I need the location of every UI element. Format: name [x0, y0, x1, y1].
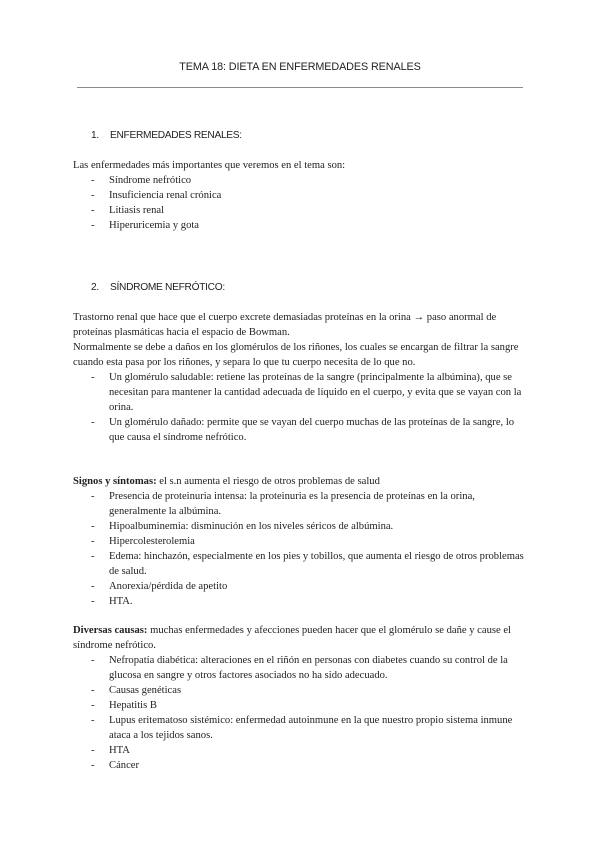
- section-1-title: ENFERMEDADES RENALES:: [110, 130, 242, 141]
- list-item: - Cáncer: [73, 758, 528, 773]
- section-1-list: [73, 173, 528, 233]
- causes-label: Diversas causas:: [73, 625, 148, 636]
- section-1-intro: Las enfermedades más importantes que veremos en el tema son:: [73, 160, 346, 171]
- causes-text: muchas enfermedades y afecciones pueden hacer que el glomérulo se dañe y cause el síndrome nefrótico.: [73, 625, 512, 651]
- list-item: - Hiperuricemia y gota: [73, 218, 528, 233]
- section-1-body: [73, 158, 528, 233]
- section-2-paragraph-2: Normalmente se debe a daños en los glomérulos de los riñones, los cuales se encargan de filtrar la sangre cuando esta pasa por los riñones, y separa lo que tu cuerpo necesita de lo que no.: [73, 342, 519, 368]
- title-divider: [77, 87, 523, 88]
- causes-block: [73, 623, 528, 773]
- section-2-paragraph-1: Trastorno renal que hace que el cuerpo excrete demasiadas proteínas en la orina → paso anormal de proteínas plasmáticas hacia el espacio de Bowman.: [73, 312, 497, 338]
- list-item: - Lupus eritematoso sistémico: enfermedad autoinmune en la que nuestro propio sistema inmune ataca a los tejidos sanos.: [73, 713, 528, 743]
- section-1-heading: [91, 128, 242, 143]
- document-title: TEMA 18: DIETA EN ENFERMEDADES RENALES: [179, 61, 421, 73]
- signs-text: el s.n aumenta el riesgo de otros problemas de salud: [156, 476, 380, 487]
- list-item: - Un glomérulo dañado: permite que se vayan del cuerpo muchas de las proteínas de la sangre, lo que causa el síndrome nefrótico.: [73, 415, 528, 445]
- list-item: - Un glomérulo saludable: retiene las proteínas de la sangre (principalmente la albúmina), que se necesitan para mantener la cantidad adecuada de líquido en el cuerpo, y evita que se vayan con la orina.: [73, 370, 528, 415]
- list-item: - HTA.: [73, 594, 528, 609]
- causes-intro: [73, 623, 528, 653]
- list-item: - Nefropatía diabética: alteraciones en el riñón en personas con diabetes cuando su control de la glucosa en sangre y otros factores asociados no ha sido adecuado.: [73, 653, 528, 683]
- signs-intro: [73, 474, 528, 489]
- signs-list: [73, 489, 528, 609]
- causes-list: [73, 653, 528, 773]
- signs-block: [73, 474, 528, 609]
- section-2-body: [73, 310, 528, 445]
- list-item: - Insuficiencia renal crónica: [73, 188, 528, 203]
- list-item: - Hipoalbuminemia: disminución en los niveles séricos de albúmina.: [73, 519, 528, 534]
- section-1-number: 1.: [91, 130, 99, 141]
- list-item: - Presencia de proteinuria intensa: la proteinuria es la presencia de proteínas en la orina, generalmente la albúmina.: [73, 489, 528, 519]
- list-item: - Anorexia/pérdida de apetito: [73, 579, 528, 594]
- list-item: - HTA: [73, 743, 528, 758]
- list-item: - Litiasis renal: [73, 203, 528, 218]
- list-item: - Causas genéticas: [73, 683, 528, 698]
- list-item: - Síndrome nefrótico: [73, 173, 528, 188]
- section-2-title: SÍNDROME NEFRÓTICO:: [110, 282, 225, 293]
- section-2-number: 2.: [91, 282, 99, 293]
- list-item: - Hepatitis B: [73, 698, 528, 713]
- section-2-heading: [91, 280, 225, 295]
- list-item: - Hipercolesterolemia: [73, 534, 528, 549]
- signs-label: Signos y síntomas:: [73, 476, 157, 487]
- section-2-list: [73, 370, 528, 445]
- list-item: - Edema: hinchazón, especialmente en los pies y tobillos, que aumenta el riesgo de otros problemas de salud.: [73, 549, 528, 579]
